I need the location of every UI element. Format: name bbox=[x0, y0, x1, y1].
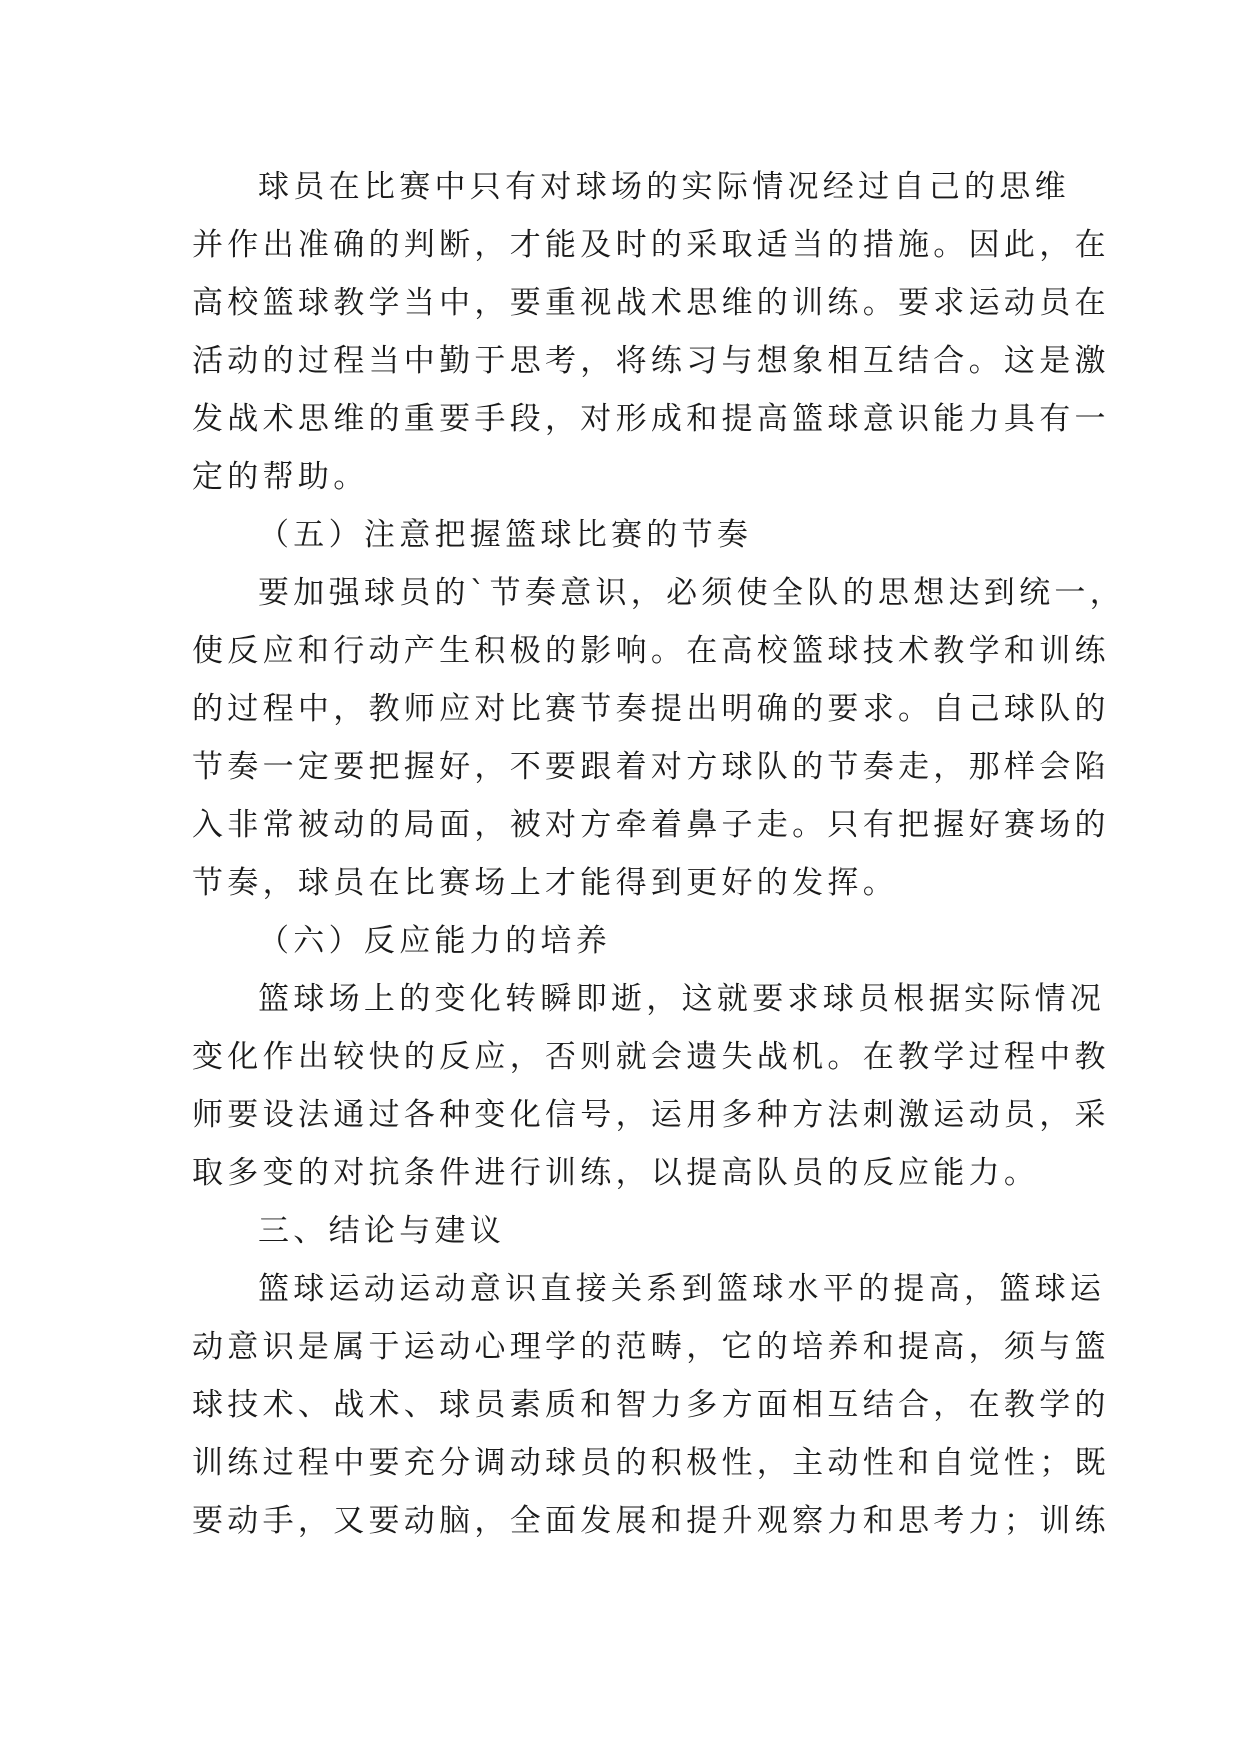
paragraph-line: 并作出准确的判断，才能及时的采取适当的措施。因此，在 bbox=[192, 227, 1110, 263]
paragraph-line: 发战术思维的重要手段，对形成和提高篮球意识能力具有一 bbox=[192, 401, 1110, 437]
paragraph-line: 活动的过程当中勤于思考，将练习与想象相互结合。这是激 bbox=[192, 343, 1110, 379]
paragraph-line: 动意识是属于运动心理学的范畴，它的培养和提高，须与篮 bbox=[192, 1329, 1110, 1365]
paragraph-line: 训练过程中要充分调动球员的积极性，主动性和自觉性；既 bbox=[192, 1445, 1110, 1481]
paragraph-line: 使反应和行动产生积极的影响。在高校篮球技术教学和训练 bbox=[192, 633, 1110, 669]
paragraph-line: 的过程中，教师应对比赛节奏提出明确的要求。自己球队的 bbox=[192, 691, 1110, 727]
paragraph-line: 篮球场上的变化转瞬即逝，这就要求球员根据实际情况 bbox=[258, 981, 1106, 1017]
paragraph-line: 要动手，又要动脑，全面发展和提升观察力和思考力；训练 bbox=[192, 1503, 1110, 1539]
paragraph-line: 高校篮球教学当中，要重视战术思维的训练。要求运动员在 bbox=[192, 285, 1110, 321]
paragraph-line: 节奏，球员在比赛场上才能得到更好的发挥。 bbox=[192, 865, 898, 901]
paragraph-line: 变化作出较快的反应，否则就会遗失战机。在教学过程中教 bbox=[192, 1039, 1110, 1075]
paragraph-line: 取多变的对抗条件进行训练，以提高队员的反应能力。 bbox=[192, 1155, 1040, 1191]
paragraph-line: 球技术、战术、球员素质和智力多方面相互结合，在教学的 bbox=[192, 1387, 1110, 1423]
paragraph-line: 篮球运动运动意识直接关系到篮球水平的提高，篮球运 bbox=[258, 1271, 1106, 1307]
body-text bbox=[192, 158, 1125, 1550]
paragraph-line: 球员在比赛中只有对球场的实际情况经过自己的思维 bbox=[258, 169, 1070, 205]
section-heading: （六）反应能力的培养 bbox=[258, 923, 611, 959]
paragraph-line: 要加强球员的`节奏意识，必须使全队的思想达到统一， bbox=[258, 575, 1125, 611]
paragraph-line: 入非常被动的局面，被对方牵着鼻子走。只有把握好赛场的 bbox=[192, 807, 1110, 843]
paragraph-line: 定的帮助。 bbox=[192, 459, 369, 495]
paragraph-line: 节奏一定要把握好，不要跟着对方球队的节奏走，那样会陷 bbox=[192, 749, 1110, 785]
section-heading: 三、结论与建议 bbox=[258, 1213, 506, 1249]
section-heading: （五）注意把握篮球比赛的节奏 bbox=[258, 517, 753, 553]
paragraph-line: 师要设法通过各种变化信号，运用多种方法刺激运动员，采 bbox=[192, 1097, 1110, 1133]
